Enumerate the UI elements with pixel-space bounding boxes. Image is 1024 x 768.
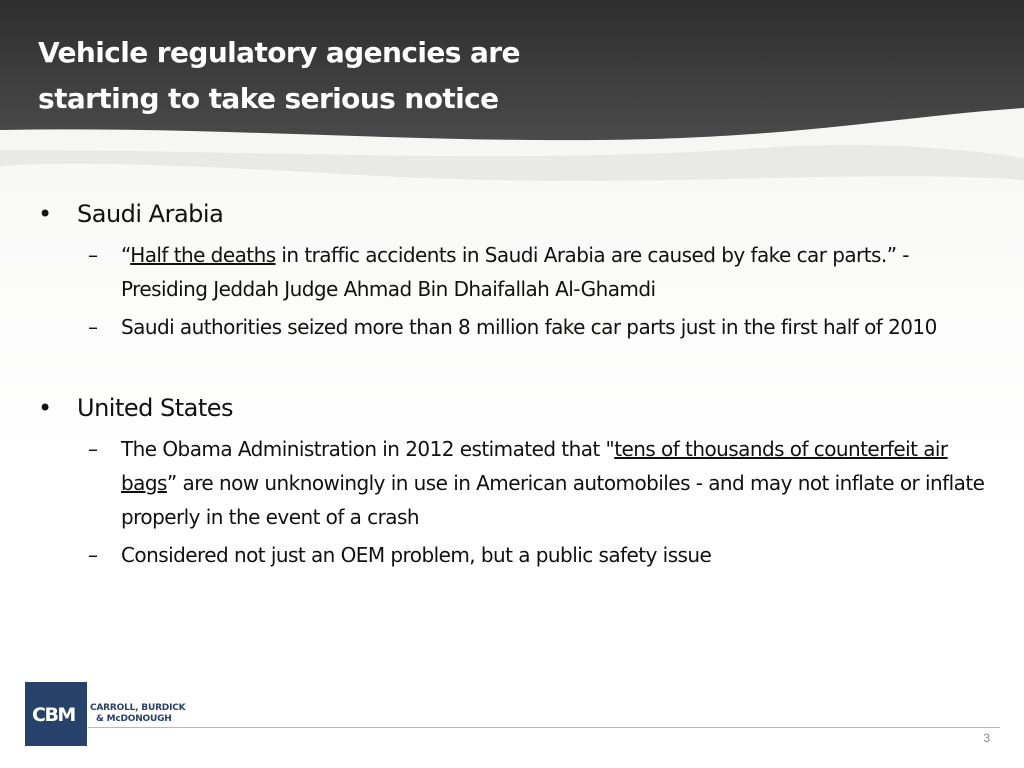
dash-icon: – <box>88 315 98 339</box>
quote-rest: in traffic accidents in Saudi Arabia are caused by fake car parts.” - Presiding Jeddah Judge Ahmad Bin Dhaifallah Al-Ghamdi <box>121 243 909 301</box>
company-logo <box>25 682 205 746</box>
dash-icon: – <box>88 437 98 461</box>
page-number: 3 <box>983 731 990 745</box>
slide-title-line2: starting to take serious notice <box>38 82 499 115</box>
dash-icon: – <box>88 543 98 567</box>
logo-line2: & McDONOUGH <box>96 714 172 724</box>
air-bags-lead: The Obama Administration in 2012 estimated that " <box>121 437 615 461</box>
slide-body <box>38 196 988 576</box>
logo-box <box>25 682 87 746</box>
bullet-heading: United States <box>77 394 234 422</box>
sub-bullet-parts-seized <box>38 310 988 344</box>
open-quote: “ <box>121 243 131 267</box>
logo-mark: CBM <box>32 704 75 726</box>
sub-bullet-text: Considered not just an OEM problem, but a public safety issue <box>121 543 712 567</box>
bullet-heading: Saudi Arabia <box>77 200 224 228</box>
bullet-saudi-arabia <box>38 196 988 232</box>
bullet-icon: • <box>38 200 52 228</box>
sub-bullet-text: Saudi authorities seized more than 8 million fake car parts just in the first half of 2010 <box>121 315 937 339</box>
bullet-united-states <box>38 390 988 426</box>
header-swoosh-light <box>0 145 1024 181</box>
spacer <box>38 348 988 390</box>
sub-bullet-public-safety <box>38 538 988 572</box>
slide-title-line1: Vehicle regulatory agencies are <box>38 36 520 69</box>
slide-title <box>38 30 520 122</box>
sub-bullet-half-the-deaths <box>38 238 988 306</box>
logo-wordmark <box>90 703 185 725</box>
sub-bullet-air-bags <box>38 432 988 534</box>
emphasis-half-the-deaths: Half the deaths <box>130 243 276 267</box>
emphasis-counterfeit-air-bags: tens of thousands of counterfeit air bags <box>121 437 948 495</box>
air-bags-rest: ” are now unknowingly in use in American automobiles - and may not inflate or inflate properly in the event of a crash <box>121 471 985 529</box>
bullet-icon: • <box>38 394 52 422</box>
dash-icon: – <box>88 243 98 267</box>
footer-divider <box>88 727 1000 728</box>
logo-line1: CARROLL, BURDICK <box>90 703 186 713</box>
